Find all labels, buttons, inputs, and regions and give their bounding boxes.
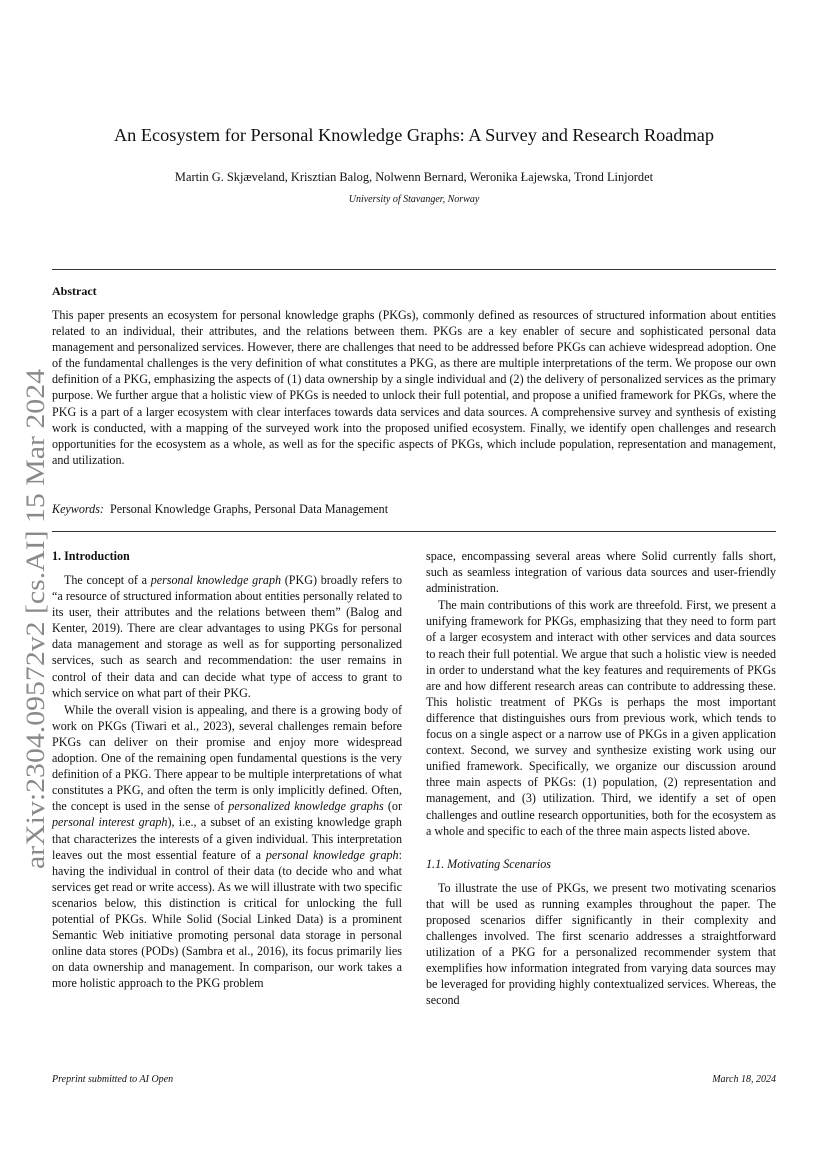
right-column bbox=[426, 548, 776, 1008]
left-column bbox=[52, 548, 402, 991]
text-run: While the overall vision is appealing, and there is a growing body of work on PKGs (Tiwari et al., 2023), several challenges remain before PKGs can deliver on their promise and enjoy more widespread adoption. One of the remaining open fundamental questions is the very definition of a PKG. There appear to be multiple interpretations of what constitutes a PKG, and often the term is only implicitly defined. Often, the concept is used in the sense of bbox=[52, 702, 402, 814]
emphasis-term: personalized knowledge graphs bbox=[228, 799, 384, 814]
bottom-rule bbox=[52, 531, 776, 532]
keywords-label: Keywords: bbox=[52, 502, 104, 516]
intro-paragraph-1 bbox=[52, 572, 402, 701]
keywords-value: Personal Knowledge Graphs, Personal Data Management bbox=[109, 502, 389, 516]
emphasis-term: personal knowledge graph bbox=[265, 847, 399, 862]
footer-date: March 18, 2024 bbox=[712, 1074, 776, 1085]
arxiv-stamp bbox=[10, 366, 54, 872]
emphasis-term: personal knowledge graph bbox=[150, 573, 282, 587]
text-run: ), i.e., a subset of an existing knowledge graph that characterizes the interests of a given individual. This interpretation leaves out the most essential feature of a bbox=[52, 815, 402, 862]
abstract-heading: Abstract bbox=[52, 284, 97, 298]
intro-paragraph-2-continued: space, encompassing several areas where Solid currently falls short, such as seamless integration of various data sources and user-friendly administration. bbox=[426, 549, 776, 596]
text-run: (or bbox=[383, 799, 402, 814]
keywords bbox=[52, 501, 388, 517]
emphasis-term: personal interest graph bbox=[52, 815, 168, 830]
text-run: The concept of a bbox=[64, 573, 151, 587]
subsection-heading-motivating-scenarios: 1.1. Motivating Scenarios bbox=[426, 856, 551, 871]
text-run: (PKG) broadly refers to “a resource of structured information about entities personally related to its user, their attributes and the relations between them” (Balog and Kenter, 2019). There are clear advantages to using PKGs for personal data management and storage as well as for supporting personalized services, such as search and recommendation: the user remains in control of their data and can decide what type of access to grant to which service on what part of their PKG. bbox=[52, 573, 402, 700]
arxiv-stamp-text: arXiv:2304.09572v2 [cs.AI] 15 Mar 2024 bbox=[20, 422, 50, 869]
intro-paragraph-3: The main contributions of this work are threefold. First, we present a unifying framework for PKGs, emphasizing that they need to form part of a larger ecosystem and interact with other services and data sources to reach their full potential. We argue that such a holistic view is needed in order to understand what the key features and requirements of PKGs are and how different research areas can contribute to addressing these. This holistic treatment of PKGs is perhaps the most important difference that distinguishes ours from previous work, which tends to focus on a single aspect or a narrow use of PKGs in a given application context. Second, we survey and synthesize existing work using our unified framework. Specifically, we organize our discussion around three main aspects of PKGs: (1) population, (2) representation and management, and (3) utilization. Third, we identify a set of open challenges and outline research opportunities, both for the ecosystem as a whole and specific to each of the three main aspects listed above. bbox=[426, 598, 776, 838]
paper-title: An Ecosystem for Personal Knowledge Graphs: A Survey and Research Roadmap bbox=[113, 125, 715, 145]
section-heading-introduction: 1. Introduction bbox=[52, 549, 130, 563]
intro-paragraph-2 bbox=[52, 702, 402, 992]
abstract-text: This paper presents an ecosystem for personal knowledge graphs (PKGs), commonly defined as resources of structured information about entities related to an individual, their attributes, and the relations between them. PKGs are a key enabler of secure and sophisticated personal data management and personalized services. However, there are challenges that need to be addressed before PKGs can achieve widespread adoption. One of the fundamental challenges is the very definition of what constitutes a PKG, as there are multiple interpretations of the term. We propose our own definition of a PKG, emphasizing the aspects of (1) data ownership by a single individual and (2) the delivery of personalized services as the primary purpose. We further argue that a holistic view of PKGs is needed to unlock their full potential, and propose a unified framework for PKGs, where the PKG is a part of a larger ecosystem with clear interfaces towards data services and data sources. A comprehensive survey and synthesis of existing work is conducted, with a mapping of the surveyed work into the proposed unified ecosystem. Finally, we identify open challenges and research opportunities for the ecosystem as a whole, as well as for the specific aspects of PKGs, which include population, representation and management, and utilization. bbox=[52, 308, 776, 467]
footer-preprint-note: Preprint submitted to AI Open bbox=[52, 1074, 174, 1085]
top-rule bbox=[52, 269, 776, 270]
text-run: : having the individual in control of their data (to decide who and what services get read or write access). As we will illustrate with two specific scenarios below, this distinction is critical for unlocking the full potential of PKGs. While Solid (Social Linked Data) is a prominent Semantic Web initiative promoting personal data storage in personal online data stores (PODs) (Sambra et al., 2016), its focus primarily lies on data ownership and management. In comparison, our work takes a more holistic approach to the PKG problem bbox=[52, 847, 402, 991]
authors: Martin G. Skjæveland, Krisztian Balog, Nolwenn Bernard, Weronika Łajewska, Trond Linjordet bbox=[174, 170, 654, 184]
motivating-paragraph-1: To illustrate the use of PKGs, we present two motivating scenarios that will be used as running examples throughout the paper. The proposed scenarios differ significantly in their complexity and challenges involved. The first scenario addresses a straightforward utilization of a PKG for a personalized recommender system that exemplifies how information integrated from varying data sources may be leveraged for providing highly contextualized services. Whereas, the second bbox=[426, 880, 776, 1008]
affiliation: University of Stavanger, Norway bbox=[348, 194, 480, 205]
